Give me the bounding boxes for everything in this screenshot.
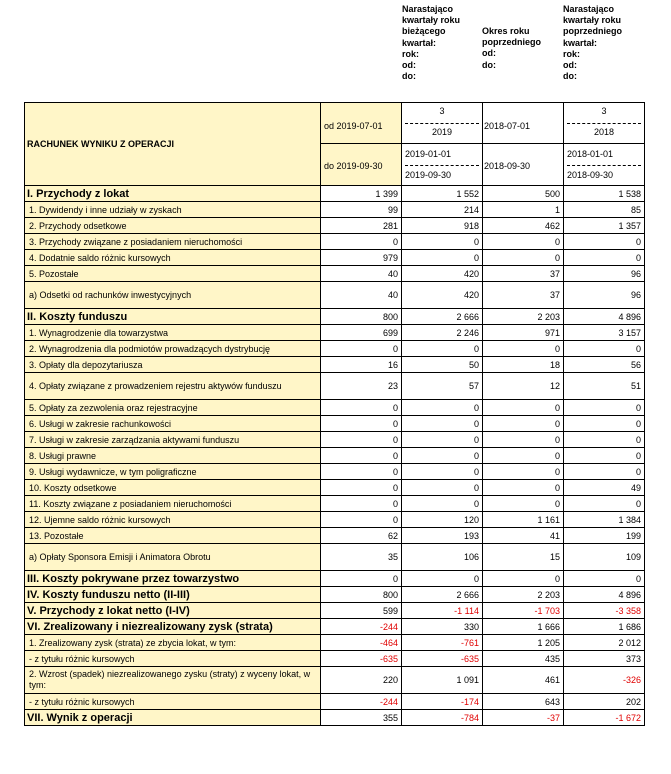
row-value-col2: 420 bbox=[402, 266, 483, 282]
row-value-col3: 1 205 bbox=[483, 635, 564, 651]
row-label: 3. Przychody związane z posiadaniem nieruchomości bbox=[25, 234, 321, 250]
row-value-col2: 1 552 bbox=[402, 186, 483, 202]
row-value-col2: -761 bbox=[402, 635, 483, 651]
col2-period bbox=[402, 103, 483, 186]
col3-period bbox=[483, 103, 564, 186]
row-value-col1: 0 bbox=[321, 464, 402, 480]
row-value-col4: 1 357 bbox=[564, 218, 645, 234]
row-label: 5. Pozostałe bbox=[25, 266, 321, 282]
row-value-col3: 500 bbox=[483, 186, 564, 202]
row-label: 4. Dodatnie saldo różnic kursowych bbox=[25, 250, 321, 266]
table-row bbox=[25, 186, 645, 202]
row-label: 1. Zrealizowany zysk (strata) ze zbycia lokat, w tym: bbox=[25, 635, 321, 651]
row-value-col4: 56 bbox=[564, 357, 645, 373]
row-value-col1: 0 bbox=[321, 480, 402, 496]
row-value-col4: 0 bbox=[564, 432, 645, 448]
row-label: a) Odsetki od rachunków inwestycyjnych bbox=[25, 282, 321, 309]
table-row bbox=[25, 250, 645, 266]
row-value-col2: 0 bbox=[402, 416, 483, 432]
row-value-col4: 1 686 bbox=[564, 619, 645, 635]
row-value-col1: 0 bbox=[321, 571, 402, 587]
row-label: 8. Usługi prawne bbox=[25, 448, 321, 464]
row-value-col2: 0 bbox=[402, 341, 483, 357]
header-col-current-cumulative: Narastająco kwartały roku bieżącego kwartał: rok: od: do: bbox=[402, 4, 461, 82]
col1-from: od 2019-07-01 bbox=[324, 121, 383, 131]
row-label: - z tytułu różnic kursowych bbox=[25, 651, 321, 667]
row-value-col3: 435 bbox=[483, 651, 564, 667]
row-value-col3: 643 bbox=[483, 694, 564, 710]
income-statement-table bbox=[24, 102, 645, 726]
table-row bbox=[25, 480, 645, 496]
row-value-col3: 0 bbox=[483, 234, 564, 250]
row-value-col3: 41 bbox=[483, 528, 564, 544]
row-value-col4: 373 bbox=[564, 651, 645, 667]
row-value-col1: 0 bbox=[321, 512, 402, 528]
col2-quarter: 3 bbox=[439, 106, 445, 116]
row-label: 2. Wzrost (spadek) niezrealizowanego zysku (straty) z wyceny lokat, w tym: bbox=[25, 667, 321, 694]
row-value-col3: 462 bbox=[483, 218, 564, 234]
row-label: 2. Wynagrodzenia dla podmiotów prowadzących dystrybucję bbox=[25, 341, 321, 357]
row-value-col1: 0 bbox=[321, 400, 402, 416]
header-col-previous-cumulative: Narastająco kwartały roku poprzedniego kwartał: rok: od: do: bbox=[563, 4, 622, 82]
row-value-col4: 85 bbox=[564, 202, 645, 218]
row-value-col3: 15 bbox=[483, 544, 564, 571]
row-value-col1: 0 bbox=[321, 432, 402, 448]
table-row bbox=[25, 373, 645, 400]
row-value-col4: 4 896 bbox=[564, 309, 645, 325]
table-row bbox=[25, 651, 645, 667]
row-label: 9. Usługi wydawnicze, w tym poligraficzne bbox=[25, 464, 321, 480]
table-row bbox=[25, 528, 645, 544]
row-value-col4: 4 896 bbox=[564, 587, 645, 603]
row-value-col4: 1 384 bbox=[564, 512, 645, 528]
table-row bbox=[25, 464, 645, 480]
row-value-col1: -464 bbox=[321, 635, 402, 651]
row-value-col1: 281 bbox=[321, 218, 402, 234]
row-value-col1: 800 bbox=[321, 309, 402, 325]
row-value-col4: -326 bbox=[564, 667, 645, 694]
row-value-col1: 0 bbox=[321, 341, 402, 357]
col4-year: 2018 bbox=[593, 127, 615, 137]
row-value-col2: 214 bbox=[402, 202, 483, 218]
table-row bbox=[25, 357, 645, 373]
row-value-col1: 1 399 bbox=[321, 186, 402, 202]
header-col-previous-period: Okres roku poprzedniego od: do: bbox=[482, 26, 541, 70]
table-row bbox=[25, 266, 645, 282]
row-value-col3: 1 bbox=[483, 202, 564, 218]
row-value-col2: 50 bbox=[402, 357, 483, 373]
row-value-col3: -1 703 bbox=[483, 603, 564, 619]
row-label: 12. Ujemne saldo różnic kursowych bbox=[25, 512, 321, 528]
row-value-col1: -244 bbox=[321, 619, 402, 635]
row-value-col1: 699 bbox=[321, 325, 402, 341]
row-value-col2: -784 bbox=[402, 710, 483, 726]
row-label: 13. Pozostałe bbox=[25, 528, 321, 544]
row-value-col1: 0 bbox=[321, 416, 402, 432]
row-value-col4: 2 012 bbox=[564, 635, 645, 651]
table-row bbox=[25, 512, 645, 528]
col4-period bbox=[564, 103, 645, 186]
row-value-col3: 18 bbox=[483, 357, 564, 373]
row-label: II. Koszty funduszu bbox=[25, 309, 321, 325]
row-value-col4: 199 bbox=[564, 528, 645, 544]
row-value-col3: 1 161 bbox=[483, 512, 564, 528]
row-value-col2: 0 bbox=[402, 400, 483, 416]
row-value-col2: 0 bbox=[402, 496, 483, 512]
row-value-col4: 202 bbox=[564, 694, 645, 710]
row-label: 5. Opłaty za zezwolenia oraz rejestracyjne bbox=[25, 400, 321, 416]
table-row bbox=[25, 432, 645, 448]
row-value-col1: 0 bbox=[321, 448, 402, 464]
row-value-col3: 0 bbox=[483, 571, 564, 587]
col4-to: 2018-09-30 bbox=[567, 170, 614, 180]
row-value-col4: 0 bbox=[564, 250, 645, 266]
row-value-col2: 2 246 bbox=[402, 325, 483, 341]
row-label: VII. Wynik z operacji bbox=[25, 710, 321, 726]
table-row bbox=[25, 325, 645, 341]
table-row bbox=[25, 341, 645, 357]
row-value-col3: 1 666 bbox=[483, 619, 564, 635]
row-value-col4: 3 157 bbox=[564, 325, 645, 341]
row-value-col2: 0 bbox=[402, 448, 483, 464]
row-value-col4: -1 672 bbox=[564, 710, 645, 726]
col4-quarter: 3 bbox=[601, 106, 607, 116]
col1-to: do 2019-09-30 bbox=[324, 161, 383, 171]
row-label: 1. Wynagrodzenie dla towarzystwa bbox=[25, 325, 321, 341]
row-value-col4: 0 bbox=[564, 400, 645, 416]
row-value-col4: 0 bbox=[564, 341, 645, 357]
row-value-col3: -37 bbox=[483, 710, 564, 726]
row-value-col4: 0 bbox=[564, 416, 645, 432]
row-value-col3: 0 bbox=[483, 496, 564, 512]
row-value-col1: 40 bbox=[321, 266, 402, 282]
table-row bbox=[25, 544, 645, 571]
table-row bbox=[25, 603, 645, 619]
table-row bbox=[25, 448, 645, 464]
table-row bbox=[25, 635, 645, 651]
row-value-col3: 0 bbox=[483, 464, 564, 480]
row-value-col1: 355 bbox=[321, 710, 402, 726]
row-value-col1: -244 bbox=[321, 694, 402, 710]
row-value-col1: 99 bbox=[321, 202, 402, 218]
col4-from: 2018-01-01 bbox=[567, 149, 614, 159]
row-value-col3: 0 bbox=[483, 432, 564, 448]
row-value-col3: 2 203 bbox=[483, 309, 564, 325]
row-value-col1: 62 bbox=[321, 528, 402, 544]
row-value-col2: 0 bbox=[402, 234, 483, 250]
row-value-col2: 0 bbox=[402, 464, 483, 480]
row-value-col1: -635 bbox=[321, 651, 402, 667]
row-value-col2: 2 666 bbox=[402, 309, 483, 325]
row-value-col2: 2 666 bbox=[402, 587, 483, 603]
row-value-col2: 0 bbox=[402, 480, 483, 496]
row-value-col1: 0 bbox=[321, 234, 402, 250]
row-value-col4: 49 bbox=[564, 480, 645, 496]
row-value-col3: 0 bbox=[483, 448, 564, 464]
row-label: V. Przychody z lokat netto (I-IV) bbox=[25, 603, 321, 619]
row-label: - z tytułu różnic kursowych bbox=[25, 694, 321, 710]
table-row bbox=[25, 667, 645, 694]
row-value-col4: 0 bbox=[564, 496, 645, 512]
row-value-col3: 0 bbox=[483, 250, 564, 266]
col2-year: 2019 bbox=[431, 127, 453, 137]
col3-to: 2018-09-30 bbox=[484, 161, 531, 171]
table-row bbox=[25, 496, 645, 512]
row-value-col1: 23 bbox=[321, 373, 402, 400]
row-value-col3: 12 bbox=[483, 373, 564, 400]
row-label: 6. Usługi w zakresie rachunkowości bbox=[25, 416, 321, 432]
table-row bbox=[25, 619, 645, 635]
table-row bbox=[25, 694, 645, 710]
row-value-col2: 918 bbox=[402, 218, 483, 234]
table-row bbox=[25, 309, 645, 325]
row-value-col3: 2 203 bbox=[483, 587, 564, 603]
table-row bbox=[25, 710, 645, 726]
row-value-col3: 0 bbox=[483, 341, 564, 357]
row-value-col2: -1 114 bbox=[402, 603, 483, 619]
row-value-col2: 57 bbox=[402, 373, 483, 400]
row-value-col4: 0 bbox=[564, 464, 645, 480]
table-row bbox=[25, 202, 645, 218]
row-label: 1. Dywidendy i inne udziały w zyskach bbox=[25, 202, 321, 218]
row-value-col2: -174 bbox=[402, 694, 483, 710]
row-value-col3: 0 bbox=[483, 416, 564, 432]
row-value-col2: 0 bbox=[402, 432, 483, 448]
table-row bbox=[25, 218, 645, 234]
row-value-col2: 330 bbox=[402, 619, 483, 635]
row-value-col2: 106 bbox=[402, 544, 483, 571]
row-value-col2: -635 bbox=[402, 651, 483, 667]
row-value-col2: 420 bbox=[402, 282, 483, 309]
row-value-col3: 971 bbox=[483, 325, 564, 341]
row-value-col1: 35 bbox=[321, 544, 402, 571]
row-label: VI. Zrealizowany i niezrealizowany zysk (strata) bbox=[25, 619, 321, 635]
col1-period bbox=[321, 103, 402, 186]
row-value-col2: 0 bbox=[402, 250, 483, 266]
row-value-col1: 599 bbox=[321, 603, 402, 619]
row-label: 2. Przychody odsetkowe bbox=[25, 218, 321, 234]
row-value-col1: 40 bbox=[321, 282, 402, 309]
row-value-col1: 0 bbox=[321, 496, 402, 512]
table-row bbox=[25, 587, 645, 603]
row-value-col4: 0 bbox=[564, 571, 645, 587]
row-label: 3. Opłaty dla depozytariusza bbox=[25, 357, 321, 373]
row-value-col4: 0 bbox=[564, 234, 645, 250]
row-value-col4: 109 bbox=[564, 544, 645, 571]
table-row bbox=[25, 400, 645, 416]
table-row bbox=[25, 282, 645, 309]
row-value-col3: 461 bbox=[483, 667, 564, 694]
row-label: a) Opłaty Sponsora Emisji i Animatora Obrotu bbox=[25, 544, 321, 571]
col2-to: 2019-09-30 bbox=[405, 170, 452, 180]
row-value-col2: 120 bbox=[402, 512, 483, 528]
row-value-col4: 96 bbox=[564, 266, 645, 282]
table-row bbox=[25, 571, 645, 587]
row-label: IV. Koszty funduszu netto (II-III) bbox=[25, 587, 321, 603]
row-value-col4: 96 bbox=[564, 282, 645, 309]
table-row bbox=[25, 416, 645, 432]
row-label: III. Koszty pokrywane przez towarzystwo bbox=[25, 571, 321, 587]
row-value-col3: 37 bbox=[483, 266, 564, 282]
table-header-row bbox=[25, 103, 645, 186]
row-label: 11. Koszty związane z posiadaniem nieruchomości bbox=[25, 496, 321, 512]
row-value-col3: 0 bbox=[483, 480, 564, 496]
row-value-col2: 1 091 bbox=[402, 667, 483, 694]
row-value-col2: 0 bbox=[402, 571, 483, 587]
row-value-col2: 193 bbox=[402, 528, 483, 544]
row-label: 10. Koszty odsetkowe bbox=[25, 480, 321, 496]
row-label: 7. Usługi w zakresie zarządzania aktywami funduszu bbox=[25, 432, 321, 448]
row-label: 4. Opłaty związane z prowadzeniem rejestru aktywów funduszu bbox=[25, 373, 321, 400]
row-value-col4: -3 358 bbox=[564, 603, 645, 619]
row-label: I. Przychody z lokat bbox=[25, 186, 321, 202]
row-value-col3: 0 bbox=[483, 400, 564, 416]
row-value-col4: 0 bbox=[564, 448, 645, 464]
table-row bbox=[25, 234, 645, 250]
col3-from: 2018-07-01 bbox=[484, 121, 531, 131]
row-value-col1: 800 bbox=[321, 587, 402, 603]
row-value-col1: 220 bbox=[321, 667, 402, 694]
row-value-col1: 979 bbox=[321, 250, 402, 266]
statement-title: RACHUNEK WYNIKU Z OPERACJI bbox=[25, 103, 321, 186]
row-value-col1: 16 bbox=[321, 357, 402, 373]
col2-from: 2019-01-01 bbox=[405, 149, 452, 159]
row-value-col3: 37 bbox=[483, 282, 564, 309]
row-value-col4: 51 bbox=[564, 373, 645, 400]
row-value-col4: 1 538 bbox=[564, 186, 645, 202]
